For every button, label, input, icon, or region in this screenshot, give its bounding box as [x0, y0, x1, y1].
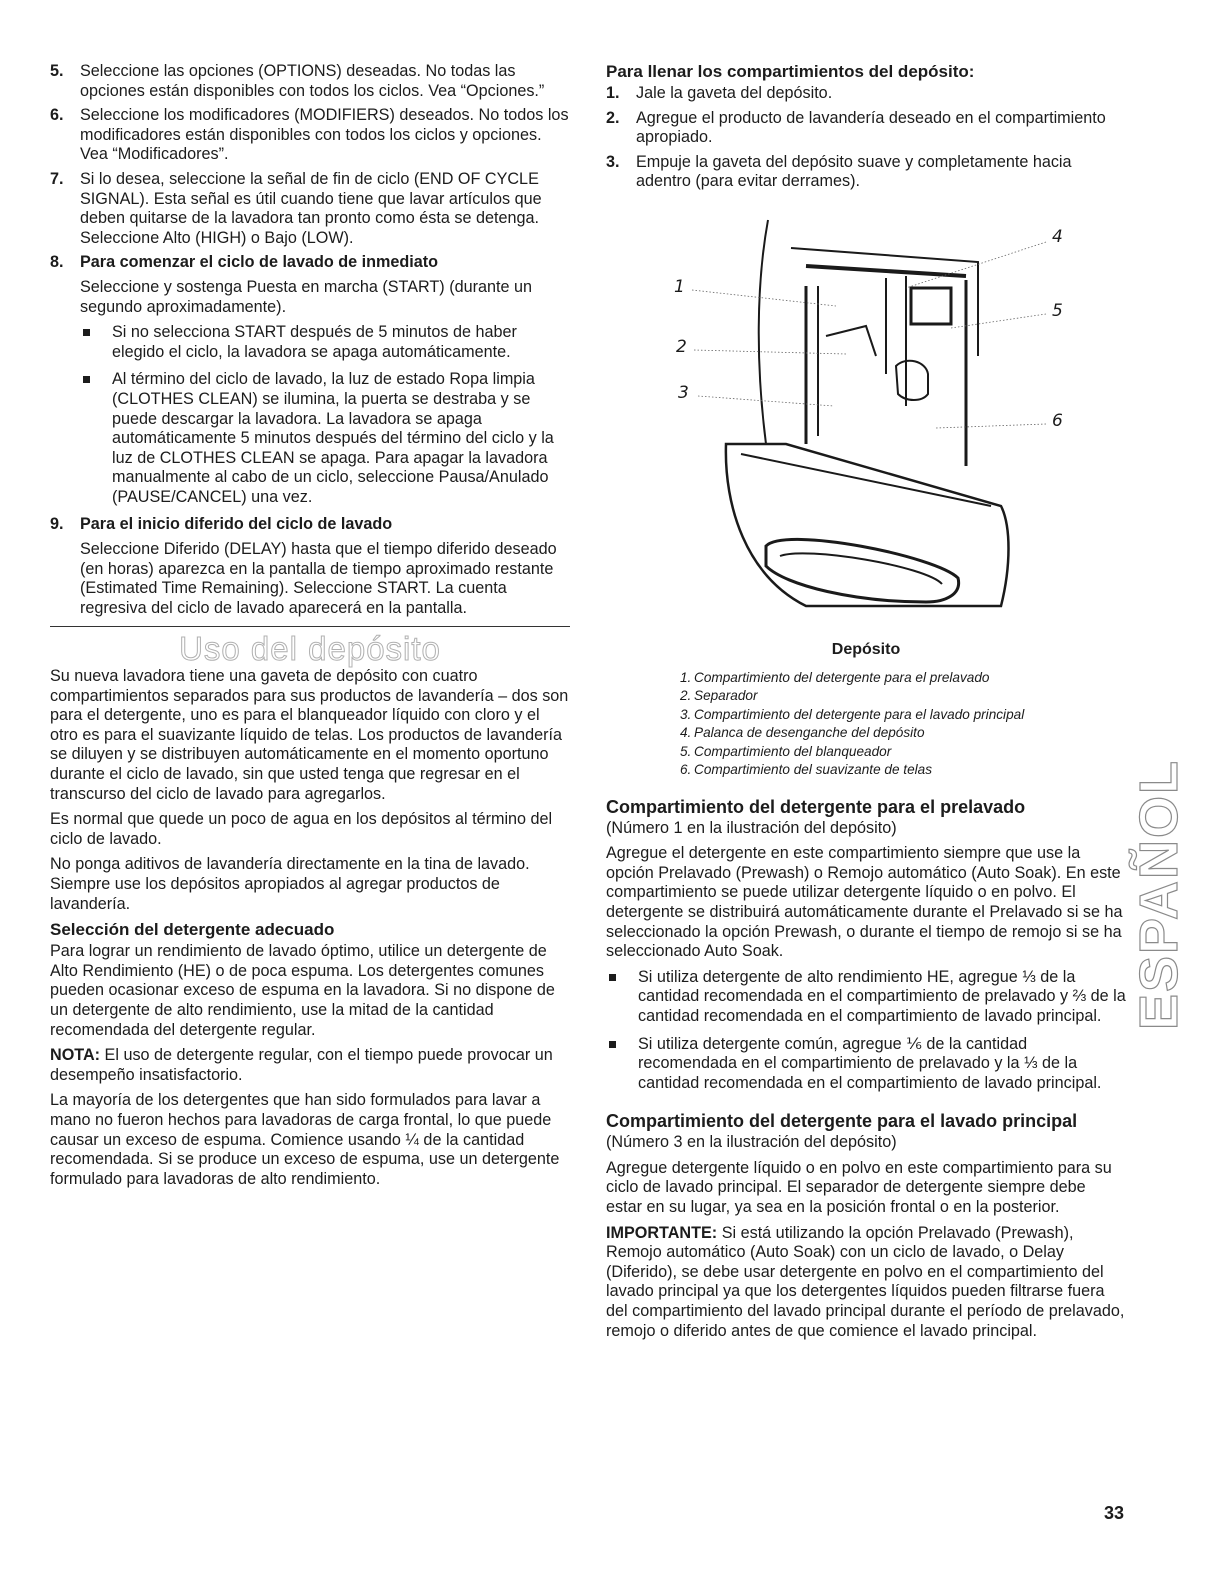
- legend-number: 5.: [680, 743, 692, 759]
- paragraph: (Número 1 en la ilustración del depósito): [606, 818, 897, 837]
- step-number: 6.: [50, 106, 64, 125]
- step-number: 7.: [50, 169, 64, 188]
- step-text: Jale la gaveta del depósito.: [636, 84, 833, 102]
- step-title: Para el inicio diferido del ciclo de lavado: [80, 515, 393, 534]
- legend-item: [680, 725, 1126, 742]
- legend-text: Separador: [694, 688, 758, 704]
- legend-text: Compartimiento del detergente para el lavado principal: [694, 706, 1025, 722]
- left-column: [50, 62, 570, 1195]
- step-text: Agregue el producto de lavandería deseado en el compartimiento apropiado.: [636, 108, 1106, 147]
- bullet-text: Al término del ciclo de lavado, la luz de estado Ropa limpia (CLOTHES CLEAN) se ilumina, la puerta se destraba y se puede descargar la lavadora. La lavadora se apaga automáticamente 5 minutos después del término del ciclo y la luz de CLOTHES CLEAN se apaga. Para apagar la lavadora manualmente al cabo de un ciclo, seleccione Pausa/Anulado (PAUSE/CANCEL) una vez.: [112, 370, 554, 506]
- legend-number: 1.: [680, 669, 692, 685]
- figure-label-3: 3: [678, 382, 689, 403]
- legend-number: 3.: [680, 706, 692, 722]
- step-number: 8.: [50, 253, 64, 272]
- legend-item: [680, 762, 1126, 779]
- right-column: [606, 62, 1126, 1347]
- step-number: 5.: [50, 62, 64, 80]
- bullet-text: Si utiliza detergente común, agregue ⅙ de la cantidad recomendada en el compartimiento de prelavado y la ⅓ de la cantidad recomendada en el compartimiento de lavado principal.: [638, 1034, 1102, 1092]
- step-text: Seleccione las opciones (OPTIONS) deseadas. No todas las opciones están disponibles con todos los ciclos. Vea “Opciones.”: [80, 62, 545, 100]
- list-item: [50, 253, 570, 273]
- important-paragraph: [606, 1224, 1126, 1342]
- list-item: [50, 106, 570, 165]
- legend-number: 4.: [680, 725, 692, 741]
- subheading: Selección del detergente adecuado: [50, 920, 335, 940]
- section-title: [50, 630, 570, 668]
- list-item: [606, 153, 1126, 192]
- step-number: 2.: [606, 108, 620, 127]
- bullet-list: [606, 968, 1126, 1094]
- paragraph: Es normal que quede un poco de agua en los depósitos al término del ciclo de lavado.: [50, 810, 553, 848]
- legend-text: Compartimiento del detergente para el prelavado: [694, 669, 990, 685]
- paragraph: La mayoría de los detergentes que han sido formulados para lavar a mano no fueron hechos para lavadoras de carga frontal, lo que puede causar un exceso de espuma. Comience usando ¼ de la cantidad recomendada. Si se produce un exceso de espuma, use un detergente formulado para lavadoras de alto rendimiento.: [50, 1091, 560, 1188]
- paragraph: (Número 3 en la ilustración del depósito): [606, 1133, 897, 1152]
- list-item: [606, 109, 1126, 148]
- step-text: Seleccione Diferido (DELAY) hasta que el tiempo diferido deseado (en horas) aparezca en la pantalla de tiempo aproximado restante (Estimated Time Remaining). Seleccione START. La cuenta regresiva del ciclo de lavado aparecerá en la pantalla.: [80, 540, 557, 617]
- important-text: Si está utilizando la opción Prelavado (Prewash), Remojo automático (Auto Soak) con un ciclo de lavado, o Delay (Diferido), se debe usar detergente en polvo en el compartimiento del lavado principal ya que los detergentes líquidos pueden filtrarse fuera del compartimiento del lavado principal durante el período de prelavado, remojo o diferido antes de que comience el lavado principal.: [606, 1223, 1125, 1340]
- legend-text: Palanca de desenganche del depósito: [694, 725, 925, 741]
- steps-list: [50, 515, 570, 535]
- square-bullet-icon: [609, 974, 616, 981]
- bullet-text: Si no selecciona START después de 5 minutos de haber elegido el ciclo, la lavadora se apaga automáticamente.: [112, 323, 517, 361]
- legend-number: 6.: [680, 762, 692, 778]
- step-text: Seleccione los modificadores (MODIFIERS) deseados. No todos los modificadores están disponibles con todos los ciclos y opciones. Vea “Modificadores”.: [80, 106, 569, 164]
- paragraph: Su nueva lavadora tiene una gaveta de depósito con cuatro compartimientos separados para sus productos de lavandería – dos son para el detergente, uno es para el blanqueador líquido con cloro y el otro es para el suavizante líquido de telas. Los productos de lavandería se diluyen y se distribuyen automáticamente en el momento oportuno durante el ciclo de lavado, sin que usted tenga que regresar en el transcurso del ciclo de lavado para agregarlos.: [50, 667, 569, 803]
- figure-caption: Depósito: [831, 640, 901, 658]
- note-label: NOTA:: [50, 1046, 101, 1065]
- legend-number: 2.: [680, 688, 692, 704]
- step-number: 9.: [50, 515, 64, 534]
- steps-list: [50, 62, 570, 273]
- list-item: [606, 968, 1126, 1027]
- divider: [50, 626, 570, 627]
- subheading: Para llenar los compartimientos del depósito:: [606, 62, 975, 81]
- list-item: [80, 323, 570, 362]
- list-item: [50, 170, 570, 248]
- legend-text: Compartimiento del suavizante de telas: [694, 762, 933, 778]
- page-number: 33: [1103, 1503, 1124, 1523]
- paragraph: No ponga aditivos de lavandería directamente en la tina de lavado. Siempre use los depósitos apropiados al agregar productos de lavandería.: [50, 855, 530, 913]
- paragraph: Agregue el detergente en este compartimiento siempre que use la opción Prelavado (Prewash) o Remojo automático (Auto Soak). En este compartimiento se puede utilizar detergente líquido o en polvo. El detergente se distribuirá automáticamente durante el Prelavado si se ha seleccionado la opción Prewash, o durante el tiempo de remojo si se ha seleccionado Auto Soak.: [606, 844, 1123, 961]
- list-item: [50, 515, 570, 535]
- list-item: [80, 370, 570, 507]
- list-item: [606, 84, 1126, 104]
- bullet-list: [80, 323, 570, 507]
- legend-item: [680, 688, 1126, 705]
- list-item: [50, 62, 570, 101]
- figure-label-2: 2: [676, 336, 687, 357]
- figure-label-1: 1: [674, 276, 685, 297]
- step-title: Para comenzar el ciclo de lavado de inmediato: [80, 253, 439, 272]
- step-text: Seleccione y sostenga Puesta en marcha (START) (durante un segundo aproximadamente).: [80, 277, 532, 316]
- square-bullet-icon: [83, 376, 90, 383]
- subheading: Compartimiento del detergente para el lavado principal: [606, 1111, 1078, 1132]
- legend-item: [680, 744, 1126, 761]
- legend-text: Compartimiento del blanqueador: [694, 743, 892, 759]
- paragraph: Agregue detergente líquido o en polvo en este compartimiento para su ciclo de lavado principal. El separador de detergente siempre debe estar en su lugar, ya sea en la posición frontal o en la posterior.: [606, 1158, 1112, 1217]
- square-bullet-icon: [83, 329, 90, 336]
- subheading: Compartimiento del detergente para el prelavado: [606, 796, 1026, 817]
- language-tab-text: ESPAÑOL: [1129, 759, 1189, 1031]
- dispenser-illustration: [606, 206, 1126, 636]
- legend-item: [680, 707, 1126, 724]
- bullet-text: Si utiliza detergente de alto rendimiento HE, agregue ⅓ de la cantidad recomendada en el compartimiento de prelavado y ⅔ de la cantidad recomendada en el compartimiento de lavado principal.: [638, 967, 1126, 1025]
- list-item: [606, 1035, 1126, 1094]
- paragraph: Para lograr un rendimiento de lavado óptimo, utilice un detergente de Alto Rendimiento (HE) o de poca espuma. Los detergentes comunes pueden ocasionar exceso de espuma en la lavadora. Si no dispone de un detergente de alto rendimiento, use la mitad de la cantidad recomendada del detergente regular.: [50, 942, 555, 1039]
- figure-legend: [606, 670, 1126, 779]
- legend-item: [680, 670, 1126, 687]
- square-bullet-icon: [609, 1041, 616, 1048]
- step-text: Empuje la gaveta del depósito suave y completamente hacia adentro (para evitar derrames).: [636, 152, 1072, 191]
- steps-list: [606, 84, 1126, 192]
- language-side-tab: [1126, 759, 1192, 1031]
- note-text: El uso de detergente regular, con el tiempo puede provocar un desempeño insatisfactorio.: [50, 1046, 553, 1084]
- dispenser-drawing: [606, 206, 1126, 636]
- step-number: 3.: [606, 152, 620, 171]
- section-title-text: Uso del depósito: [179, 630, 441, 668]
- figure-label-6: 6: [1052, 410, 1063, 431]
- step-number: 1.: [606, 84, 620, 102]
- figure-label-5: 5: [1052, 300, 1063, 321]
- note-paragraph: [50, 1046, 570, 1085]
- important-label: IMPORTANTE:: [606, 1223, 718, 1242]
- figure-label-4: 4: [1052, 226, 1063, 247]
- step-text: Si lo desea, seleccione la señal de fin de ciclo (END OF CYCLE SIGNAL). Esta señal es útil cuando tiene que lavar artículos que deben quitarse de la lavadora tan pronto como ésta se detenga. Seleccione Alto (HIGH) o Bajo (LOW).: [80, 169, 542, 247]
